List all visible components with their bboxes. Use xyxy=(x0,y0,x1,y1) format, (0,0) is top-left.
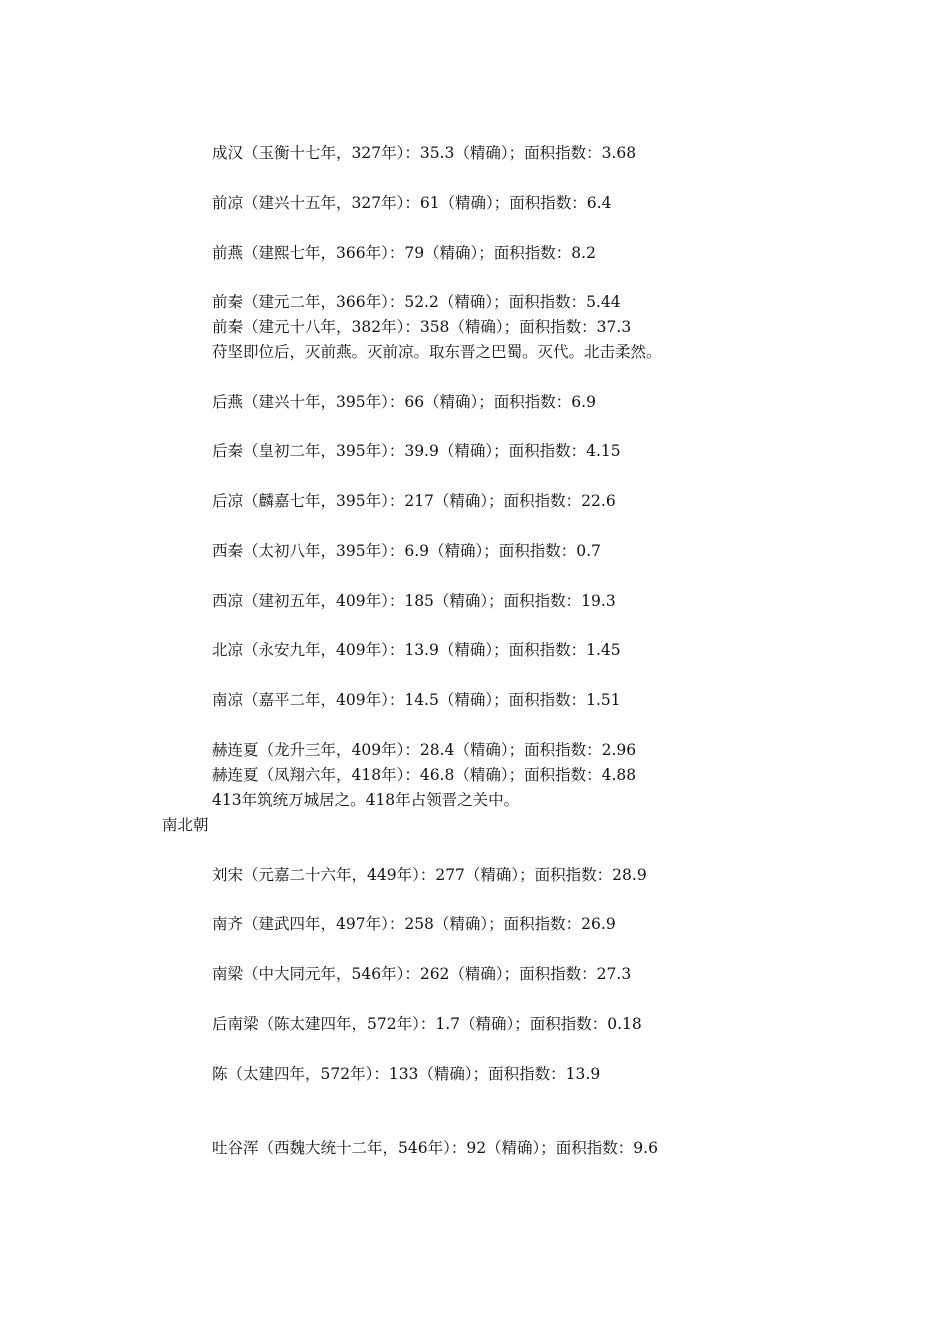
entry-houyan: 后燕（建兴十年，395年）：66（精确）；面积指数：6.9 xyxy=(212,393,596,411)
entry-nanliang-546: 南梁（中大同元年，546年）：262（精确）；面积指数：27.3 xyxy=(212,965,632,983)
entry-qianqin-366: 前秦（建元二年，366年）：52.2（精确）；面积指数：5.44 xyxy=(212,293,621,311)
entry-xiliang: 西凉（建初五年，409年）：185（精确）；面积指数：19.3 xyxy=(212,592,616,610)
entry-tuyuhun: 吐谷浑（西魏大统十二年，546年）：92（精确）；面积指数：9.6 xyxy=(212,1139,658,1157)
entry-nanqi: 南齐（建武四年，497年）：258（精确）；面积指数：26.9 xyxy=(212,915,616,933)
entry-qianliang: 前凉（建兴十五年，327年）：61（精确）；面积指数：6.4 xyxy=(212,194,612,212)
entry-helianxia-409: 赫连夏（龙升三年，409年）：28.4（精确）；面积指数：2.96 xyxy=(212,741,637,759)
note-fujian: 苻坚即位后，灭前燕。灭前凉。取东晋之巴蜀。灭代。北击柔然。 xyxy=(212,343,662,361)
entry-xiqin: 西秦（太初八年，395年）：6.9（精确）；面积指数：0.7 xyxy=(212,542,601,560)
entry-houliang: 后凉（麟嘉七年，395年）：217（精确）；面积指数：22.6 xyxy=(212,492,616,510)
entry-qianqin-382: 前秦（建元十八年，382年）：358（精确）；面积指数：37.3 xyxy=(212,318,632,336)
entry-houqin: 后秦（皇初二年，395年）：39.9（精确）；面积指数：4.15 xyxy=(212,442,621,460)
section-heading-nanbeichao: 南北朝 xyxy=(162,816,209,834)
entry-qianyan: 前燕（建熙七年，366年）：79（精确）；面积指数：8.2 xyxy=(212,244,596,262)
entry-beiliang: 北凉（永安九年，409年）：13.9（精确）；面积指数：1.45 xyxy=(212,641,621,659)
entry-nanliang: 南凉（嘉平二年，409年）：14.5（精确）；面积指数：1.51 xyxy=(212,691,621,709)
entry-hounanliang: 后南梁（陈太建四年，572年）：1.7（精确）；面积指数：0.18 xyxy=(212,1015,642,1033)
entry-chenghan: 成汉（玉衡十七年，327年）：35.3（精确）；面积指数：3.68 xyxy=(212,144,637,162)
entry-chen: 陈（太建四年，572年）：133（精确）；面积指数：13.9 xyxy=(212,1065,601,1083)
entry-liusong: 刘宋（元嘉二十六年，449年）：277（精确）；面积指数：28.9 xyxy=(212,866,647,884)
note-tongwancheng: 413年筑统万城居之。418年占领晋之关中。 xyxy=(212,791,520,809)
entry-helianxia-418: 赫连夏（凤翔六年，418年）：46.8（精确）；面积指数：4.88 xyxy=(212,766,637,784)
